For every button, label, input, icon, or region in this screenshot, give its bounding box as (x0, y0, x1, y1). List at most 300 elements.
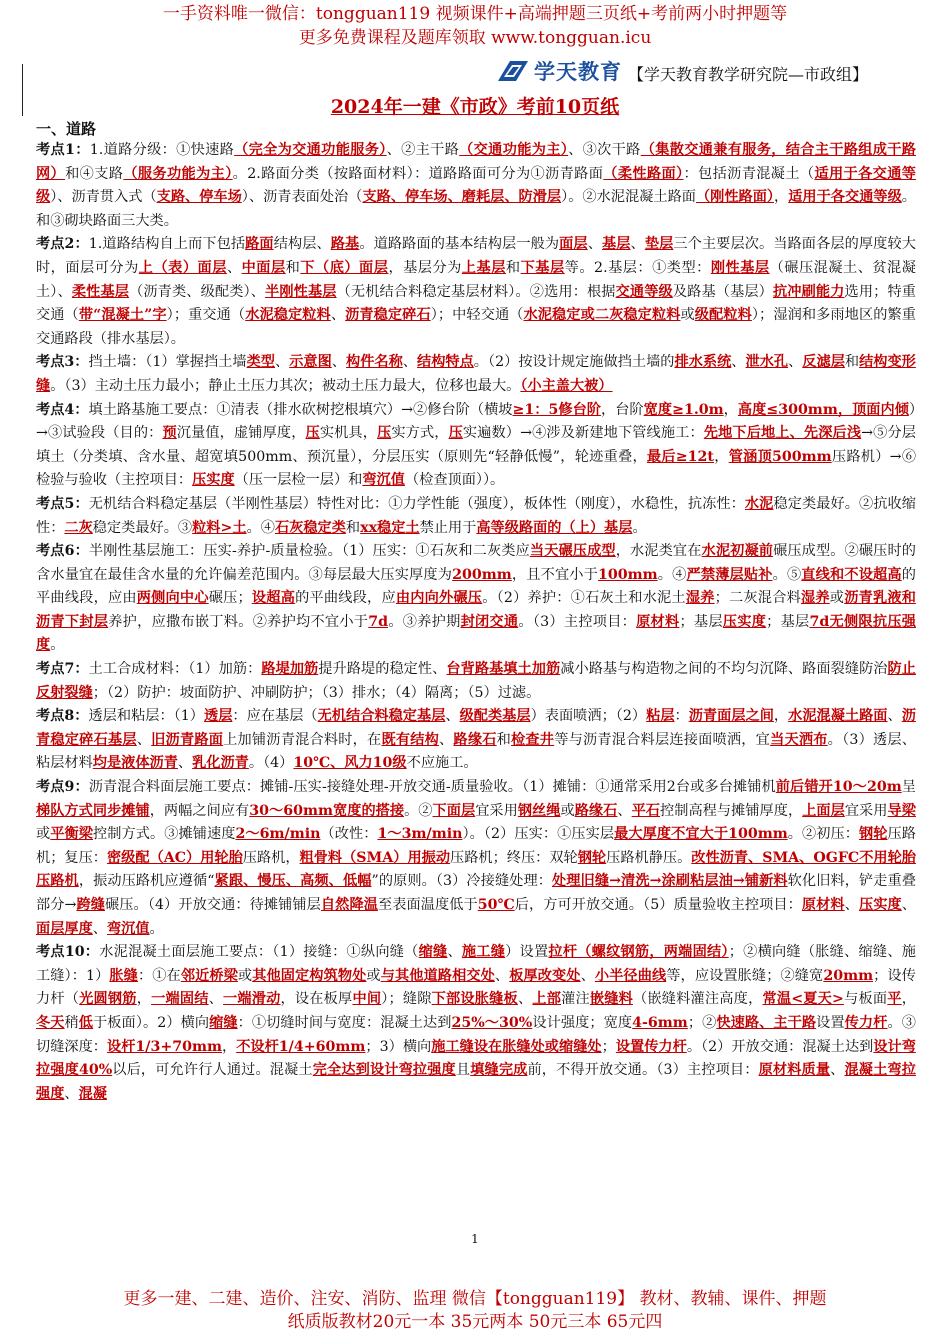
key-point-text: 4-6mm (632, 1014, 688, 1031)
key-point-text: 路堤加筋 (261, 661, 319, 678)
key-point-text: 最大厚度不宜大于100mm (614, 826, 788, 843)
key-point-text: 密级配（AC）用轮胎 (106, 849, 243, 866)
body-text: 稍 (64, 1014, 79, 1031)
body-text: 与板面 (843, 991, 888, 1008)
key-point-text: 无机结合料稳定基层 (317, 708, 446, 725)
body-text: 。（3）主动土压力最小；静止土压力其次；被动土压力最大，位移也最大。 (50, 377, 521, 394)
body-text: 碾压成型。②碾压时的含水量宜在最佳含水量的允许偏差范围内。③每层最大压实厚度为 (36, 543, 916, 583)
body-text: （沥青类、级配类）、 (129, 283, 266, 300)
key-point-text: 设超高 (251, 590, 296, 607)
key-point-text: 设杆1/3+70mm (107, 1038, 222, 1055)
body-text: 选用；特重交通（ (36, 283, 916, 324)
body-text: 设置 (816, 1014, 845, 1031)
body-text: ；基层 (679, 613, 723, 630)
key-point-text: 压 (448, 425, 463, 442)
key-point-text: 上（表）面层 (138, 259, 227, 276)
key-point-text: 石灰稳定类 (274, 519, 346, 536)
key-point-text: 缩缝 (418, 944, 448, 961)
body-text: 、 (226, 259, 242, 276)
body-text: 1.道路结构自上而下包括 (88, 236, 246, 253)
body-text: ， (221, 1038, 237, 1055)
body-text: ，且不宜小于 (511, 566, 598, 583)
kaodian-paragraph (36, 658, 916, 705)
body-text: （压一层检一层）和 (234, 472, 363, 489)
body-text: 、 (901, 897, 916, 913)
body-text: 。④ (246, 519, 275, 536)
key-point-text: 构件名称 (346, 354, 403, 371)
key-point-text: 下面层 (432, 802, 476, 819)
body-text: ）表面喷洒；（2） (530, 708, 647, 725)
body-text: 、 (92, 920, 107, 937)
body-text: 提升路堤的稳定性、 (318, 661, 447, 678)
body-text: 、 (64, 1085, 79, 1102)
key-point-text: 反滤层 (802, 354, 845, 371)
key-point-text: 适用于各交通等级 (788, 189, 902, 206)
body-text: 或 (366, 967, 381, 984)
key-point-text: 由内向外碾压 (395, 590, 483, 607)
key-point-text: （集散交通兼有服务，结合主干路组成干路网） (36, 142, 916, 182)
key-point-text: 路缘石 (574, 802, 618, 819)
kaodian-paragraph (36, 776, 916, 941)
body-text: ， (713, 448, 729, 465)
body-text: 控制方式。③摊铺速度 (93, 826, 236, 843)
body-text: ；②横向缝（胀缝、缩缝、施工缝）：1） (36, 944, 916, 984)
key-point-text: 混凝 (78, 1085, 107, 1102)
key-point-text: 压实度 (722, 613, 767, 630)
key-point-text: 二灰 (64, 519, 93, 536)
body-text: 1.道路分级：①快速路 (89, 142, 235, 158)
key-point-text: 半刚性基层 (265, 283, 337, 300)
key-point-text: 30～60mm宽度的搭接 (249, 802, 405, 819)
promo-header-line-1: 一手资料唯一微信：tongguan119 视频课件+高端押题三页纸+考前两小时押题等 (162, 4, 788, 24)
key-point-text: 下（底）面层 (300, 259, 389, 276)
key-point-text: 导梁 (887, 802, 916, 819)
body-text: 于板面）。2）横向 (93, 1014, 210, 1031)
key-point-text: 面层 (559, 236, 588, 253)
key-point-text: 压实度 (192, 472, 235, 489)
key-point-text: 示意图 (289, 354, 332, 371)
body-text: 。（2）按设计规定施做挡土墙的 (473, 354, 675, 371)
body-text: ）。②水泥混凝土路面 (561, 189, 696, 206)
body-text: 宜采用 (844, 802, 888, 819)
key-point-text: 水泥 (744, 495, 774, 512)
key-point-text: 检查井 (511, 731, 555, 748)
key-point-text: 100mm (598, 566, 658, 583)
body-text: 。 (149, 920, 164, 937)
body-text: 和④支路 (65, 165, 124, 182)
body-text: 等。2.基层：①类型： (564, 259, 711, 276)
key-point-text: 水泥混凝土路面 (788, 708, 888, 725)
key-point-text: 透层 (204, 708, 233, 725)
body-text: ，设在板厚 (280, 991, 353, 1008)
key-point-text: 沥青面层之间 (688, 708, 774, 725)
body-text: 沥青混合料面层施工要点：摊铺-压实-接缝处理-开放交通-质量验收。（1）摊铺：①通常采用2台或多台摊铺机 (88, 779, 776, 796)
body-text: 。2.路面分类（按路面材料）：道路路面可分为①沥青路面 (232, 165, 604, 182)
document-body (36, 139, 916, 1106)
body-text: ）设置 (505, 944, 549, 961)
key-point-text: 刚性基层 (710, 259, 770, 276)
key-point-text: 水泥初凝前 (701, 543, 774, 560)
key-point-text: 钢丝绳 (517, 802, 561, 819)
key-point-text: 旧沥青路面 (151, 731, 224, 748)
key-point-text: 平石 (631, 802, 661, 819)
body-text: 压路机）→⑥检验与验收（主控项目： (36, 448, 917, 489)
body-text: 稳定类最好。③ (92, 519, 193, 536)
body-text: ，台阶 (601, 401, 644, 418)
key-point-text: 当天碾压成型 (529, 543, 616, 560)
body-text: 压路机， (242, 849, 300, 866)
key-point-text: 嵌缝料 (589, 991, 634, 1008)
body-text: 挡土墙：（1）掌握挡土墙 (88, 354, 247, 371)
body-text: 填土路基施工要点：①清表（排水砍树挖根填穴）→②修台阶（横坡 (88, 401, 513, 418)
body-text: ， (136, 991, 152, 1008)
key-point-text: 路面 (245, 236, 274, 253)
body-text: 。和③砌块路面三大类。 (36, 189, 916, 229)
body-text: （改性： (320, 826, 378, 843)
key-point-text: 传力杆 (844, 1014, 888, 1031)
key-point-text: 结构特点 (417, 354, 474, 371)
kaodian-paragraph (36, 139, 916, 233)
body-text: 、 (447, 944, 462, 961)
kaodian-label: 考点4： (36, 401, 89, 418)
body-text: 或 (680, 307, 695, 324)
key-point-text: 钢轮 (859, 826, 888, 843)
key-point-text: 光圆钢筋 (79, 991, 137, 1008)
key-point-text: 混凝土弯拉强度 (36, 1062, 916, 1102)
key-point-text: 原材料 (636, 613, 680, 630)
body-text: 或 (829, 590, 845, 607)
body-text: 以后，可允许行人通过。混凝土 (112, 1062, 313, 1079)
body-text: 、 (445, 708, 460, 725)
key-point-text: 带“混凝土”字 (78, 307, 167, 324)
key-point-text: 原材料质量 (758, 1062, 831, 1079)
body-text: 。④ (657, 566, 687, 583)
key-point-text: 沥青稳定碎石 (345, 307, 431, 324)
body-text: ）；中轻交通（ (430, 307, 524, 324)
kaodian-label: 考点1： (36, 142, 90, 158)
key-point-text: 柔性基层 (71, 283, 130, 300)
body-text: 和 (505, 259, 521, 276)
key-point-text: 水泥稳定粒料 (245, 307, 331, 324)
brand-logo (496, 56, 622, 86)
kaodian-paragraph (36, 493, 916, 540)
key-point-text: 拉杆（螺纹钢筋，两端固结） (548, 944, 729, 961)
body-text: ）；湿润和多雨地区的繁重交通路段（排水基层）。 (36, 307, 916, 347)
body-text: ）→③试验段（目的： (36, 401, 916, 442)
body-text: 及路基（基层） (672, 283, 773, 300)
kaodian-label: 考点9： (36, 779, 89, 796)
body-text: 的平曲线段，应 (295, 590, 396, 607)
body-text: 。 (632, 519, 647, 536)
key-point-text: 面层厚度 (36, 920, 93, 937)
key-point-text: 均是液体沥青 (92, 755, 178, 772)
key-point-text: 自然降温 (320, 897, 378, 913)
key-point-text: 弯沉值 (362, 472, 405, 489)
body-text: 养护，应撒布嵌丁料。②养护均不宜小于 (108, 613, 369, 630)
body-text: （嵌缝料灌注高度， (633, 991, 763, 1008)
body-text: 。③养护期 (388, 613, 461, 630)
body-text: 碾压； (208, 590, 252, 607)
key-point-text: 原材料 (801, 897, 845, 913)
kaodian-paragraph (36, 233, 916, 351)
key-point-text: 压实度 (858, 897, 902, 913)
body-text: 等，应设置胀缝；②缝宽 (666, 967, 824, 984)
body-text: 、 (177, 755, 193, 772)
body-text: 和 (844, 354, 860, 371)
key-point-text: 平衡梁 (50, 826, 93, 843)
body-text: ”的原则。（3）冷接缝处理： (371, 873, 553, 890)
body-text: ）。（2）压实：①压实层 (462, 826, 615, 843)
key-point-text: 先地下后地上、先深后浅 (703, 425, 862, 442)
kaodian-paragraph (36, 351, 916, 398)
body-text: 减小路基与构造物之间的不均匀沉降、路面裂缝防治 (560, 661, 888, 678)
promo-header-line-2: 更多免费课程及题库领取 www.tongguan.icu (298, 28, 652, 48)
key-point-text: 弯沉值 (106, 920, 150, 937)
body-text: 。（2）养护：①石灰土和水泥土 (482, 590, 686, 607)
body-text: ；二灰混合料 (714, 590, 801, 607)
key-point-text: 乳化沥青 (192, 755, 249, 772)
key-point-text: 泄水孔 (745, 354, 789, 371)
body-text: 、 (331, 354, 346, 371)
key-point-text: 路基 (330, 236, 360, 253)
body-text: 、 (731, 354, 746, 371)
body-text: 的平曲线段，应由 (36, 566, 916, 607)
key-point-text: 支路、停车场 (156, 189, 242, 206)
kaodian-label: 考点6： (36, 543, 89, 560)
body-text: （碾压混凝土、贫混凝土）、 (36, 259, 916, 300)
body-text: 、 (275, 354, 290, 371)
body-text: 。③切缝深度： (36, 1014, 916, 1055)
key-point-text: 路缘石 (453, 731, 497, 748)
kaodian-label: 考点2： (36, 236, 89, 253)
section-title: 一、道路 (36, 120, 97, 138)
kaodian-label: 考点3： (36, 354, 89, 371)
key-point-text: 管涵顶500mm (728, 448, 832, 465)
body-text: 或 (560, 802, 575, 819)
body-text: ， (901, 991, 916, 1008)
key-point-text: 交通等级 (615, 283, 673, 300)
body-text: 、 (402, 354, 417, 371)
key-point-text: 支路、停车场、磨耗层、防滑层 (362, 189, 562, 206)
body-text: 等与沥青混合料层连接面喷洒，宜 (554, 731, 771, 748)
body-text: 和 (285, 259, 301, 276)
body-text: 前，不得开放交通。（3）主控项目： (527, 1062, 759, 1079)
body-text: ；3）横向 (365, 1038, 432, 1055)
kaodian-paragraph (36, 705, 916, 776)
page-title: 2024年一建《市政》考前10页纸 (330, 96, 620, 118)
body-text: 和 (496, 731, 512, 748)
kaodian-label: 考点10： (36, 944, 100, 961)
key-point-text: （小主盖大被） (520, 377, 613, 394)
key-point-text: 上基层 (461, 259, 506, 276)
key-point-text: 预 (162, 425, 177, 442)
promo-footer-line-1: 更多一建、二建、造价、注安、消防、监理 微信【tongguan119】 教材、教辅、课件、押题 (123, 1289, 827, 1309)
key-point-text: 压 (305, 425, 320, 442)
body-text: 沉量值，虚铺厚度， (176, 425, 306, 442)
body-text: 。（4） (248, 755, 294, 772)
key-point-text: 中间 (352, 991, 382, 1008)
key-point-text: 快速路、主干路 (716, 1014, 817, 1031)
key-point-text: 宽度≥1.0m (643, 401, 724, 418)
key-point-text: 20mm (823, 967, 874, 984)
key-point-text: 设计弯拉强度40% (36, 1038, 916, 1079)
key-point-text: 施工缝 (461, 944, 506, 961)
body-text: 呈 (901, 779, 916, 796)
key-point-text: 严禁薄层贴补 (686, 566, 773, 583)
body-text: 。②初压： (787, 826, 860, 843)
key-point-text: 当天洒布 (770, 731, 828, 748)
key-point-text: 湿养 (800, 590, 830, 607)
body-text: ；设传力杆（ (36, 967, 916, 1008)
body-text: 或 (237, 967, 253, 984)
key-point-text: 25%～30% (451, 1014, 533, 1031)
key-point-text: 沥青乳液和沥青下封层 (36, 590, 916, 630)
kaodian-label: 考点7： (36, 661, 89, 678)
key-point-text: 防止反射裂缝 (36, 661, 916, 701)
key-point-text: 沥青稳定碎石基层 (36, 708, 916, 748)
key-point-text: 填缝完成 (470, 1062, 528, 1079)
body-text: 。道路路面的基本结构层一般为 (359, 236, 560, 253)
body-text: 灌注 (561, 991, 590, 1008)
key-point-text: 湿养 (685, 590, 715, 607)
key-point-text: 缩缝 (209, 1014, 238, 1031)
body-text: 。（2）开放交通：混凝土达到 (686, 1038, 874, 1055)
body-text: ； (601, 1038, 616, 1055)
body-text: 、 (830, 1062, 845, 1079)
body-text: 无机结合料稳定基层（半刚性基层）特性对比：①力学性能（强度），板体性（刚度），水稳性，抗冻性： (88, 495, 745, 512)
key-point-text: 一端滑动 (223, 991, 281, 1008)
key-point-text: （柔性路面） (603, 165, 684, 182)
body-text: 实机具， (319, 425, 378, 442)
body-text: ，水泥类宜在 (615, 543, 702, 560)
key-point-text: 邻近桥梁 (180, 967, 238, 984)
key-point-text: xx稳定土 (360, 519, 420, 536)
key-point-text: 钢轮 (577, 849, 607, 866)
body-text: 压路机；复压： (36, 826, 916, 866)
body-text: 和 (345, 519, 361, 536)
body-text: 、 (630, 236, 645, 253)
key-point-text: （完全为交通功能服务） (234, 142, 387, 158)
body-text: 。② (404, 802, 433, 819)
body-text: ， (774, 189, 789, 206)
kaodian-label: 考点8： (36, 708, 89, 725)
key-point-text: 不设杆1/4+60mm (236, 1038, 366, 1055)
body-text: ；基层 (766, 613, 810, 630)
body-text: 且 (455, 1062, 471, 1079)
body-text: 禁止用于 (419, 519, 477, 536)
key-point-text: 粘层 (646, 708, 675, 725)
key-point-text: 粒料>土 (192, 519, 247, 536)
key-point-text: 压 (377, 425, 392, 442)
body-text: ，振动压路机应遵循“ (78, 873, 215, 890)
key-point-text: 胀缝 (109, 967, 138, 984)
key-point-text: 其他固定构筑物处 (252, 967, 367, 984)
body-text: 半刚性基层施工：压实-养护-质量检验。（1）压实：①石灰和二灰类应 (88, 543, 530, 560)
key-point-text: 完全达到设计弯拉强度 (312, 1062, 456, 1079)
key-point-text: 粗骨料（SMA）用振动 (299, 849, 451, 866)
key-point-text: 梯队方式同步摊铺 (36, 802, 150, 819)
body-text: 土工合成材料：（1）加筋： (88, 661, 262, 678)
key-point-text: 改性沥青、SMA、OGFC不用轮胎压路机 (36, 849, 916, 890)
body-text: ：应在基层（ (232, 708, 318, 725)
body-text: ：包括沥青混凝土（ (683, 165, 815, 182)
body-text: 、 (494, 967, 510, 984)
body-text: 、 (136, 731, 152, 748)
body-text: 三个主要层次。当路面各层的厚度较大时，面层可分为 (36, 236, 916, 276)
body-text: 、③次干路 (568, 142, 641, 158)
key-point-text: 设置传力杆 (615, 1038, 687, 1055)
organization-label: 【学天教育教学研究院—市政组】 (628, 65, 869, 84)
body-text: ，两幅之间应有 (149, 802, 250, 819)
key-point-text: （服务功能为主） (123, 165, 233, 182)
logo-text: 学天教育 (534, 60, 622, 84)
body-text: ， (723, 401, 738, 418)
body-text: ）；重交通（ (166, 307, 246, 324)
key-point-text: 垫层 (644, 236, 674, 253)
key-point-text: 直线和不设超高 (801, 566, 902, 583)
key-point-text: 适用于各交通等级 (36, 165, 916, 206)
body-text: 、②主干路 (386, 142, 460, 158)
body-text: 或 (36, 826, 51, 843)
key-point-text: 紧跟、慢压、高频、低幅 (214, 873, 372, 890)
body-text: 压路机；终压：双轮 (450, 849, 578, 866)
body-text: ： (674, 708, 689, 725)
body-text: 结构层、 (273, 236, 331, 253)
logo-mark-icon (496, 59, 530, 83)
key-point-text: 封闭交通 (460, 613, 519, 630)
body-text: 实遍数）→④涉及新建地下管线施工： (462, 425, 704, 442)
key-point-text: 级配类基层 (459, 708, 531, 725)
key-point-text: 台背路基填土加筋 (446, 661, 561, 678)
key-point-text: 抗冲刷能力 (773, 283, 845, 300)
key-point-text: 基层 (601, 236, 631, 253)
key-point-text: 上面层 (802, 802, 845, 819)
body-text: 不应施工。 (406, 755, 478, 772)
body-text: 透层和粘层：（1） (88, 708, 205, 725)
body-text: ：①在 (137, 967, 181, 984)
kaodian-paragraph (36, 941, 916, 1106)
key-point-text: 结构变形缝 (36, 354, 916, 394)
body-text: 至表面温度低于 (377, 897, 478, 913)
body-text: 。 (50, 637, 65, 654)
body-text: 实方式， (391, 425, 449, 442)
body-text: 后，方可开放交通。（5）质量验收主控项目： (514, 897, 802, 913)
body-text: 、 (517, 991, 533, 1008)
page-number: 1 (471, 1232, 479, 1246)
key-point-text: 小半径曲线 (594, 967, 667, 984)
key-point-text: ≥1：5修台阶 (512, 401, 602, 418)
key-point-text: 排水系统 (674, 354, 732, 371)
body-text: 。（3）主控项目： (518, 613, 637, 630)
body-text: （检查顶面））。 (404, 472, 505, 489)
body-text: 、 (208, 991, 223, 1008)
body-text: ；（2）防护：坡面防护、冲刷防护；（3）排水；（4）隔离；（5）过滤。 (92, 684, 541, 701)
kaodian-label: 考点5： (36, 495, 89, 512)
key-point-text: 7d无侧限抗压强度 (36, 613, 916, 654)
body-text: ）；缝隙 (381, 991, 432, 1008)
promo-footer-line-2: 纸质版教材20元一本 35元两本 50元三本 65元四 (287, 1312, 663, 1332)
body-text: 、 (587, 236, 602, 253)
body-text: ）、沥青贯入式（ (50, 189, 157, 206)
body-text: 压路机静压。 (606, 849, 692, 866)
key-point-text: 平 (887, 991, 902, 1008)
body-text: 、 (580, 967, 595, 984)
key-point-text: 200mm (452, 566, 512, 583)
key-point-text: 1～3m/min (377, 826, 463, 843)
body-text: 设计强度；宽度 (532, 1014, 633, 1031)
body-text: →⑤分层填土（分类填、含水量、超宽填500mm、预沉量），分层压实（原则先“轻静低慢”，轮迹重叠， (36, 425, 916, 465)
key-point-text: 两侧向中心 (136, 590, 209, 607)
